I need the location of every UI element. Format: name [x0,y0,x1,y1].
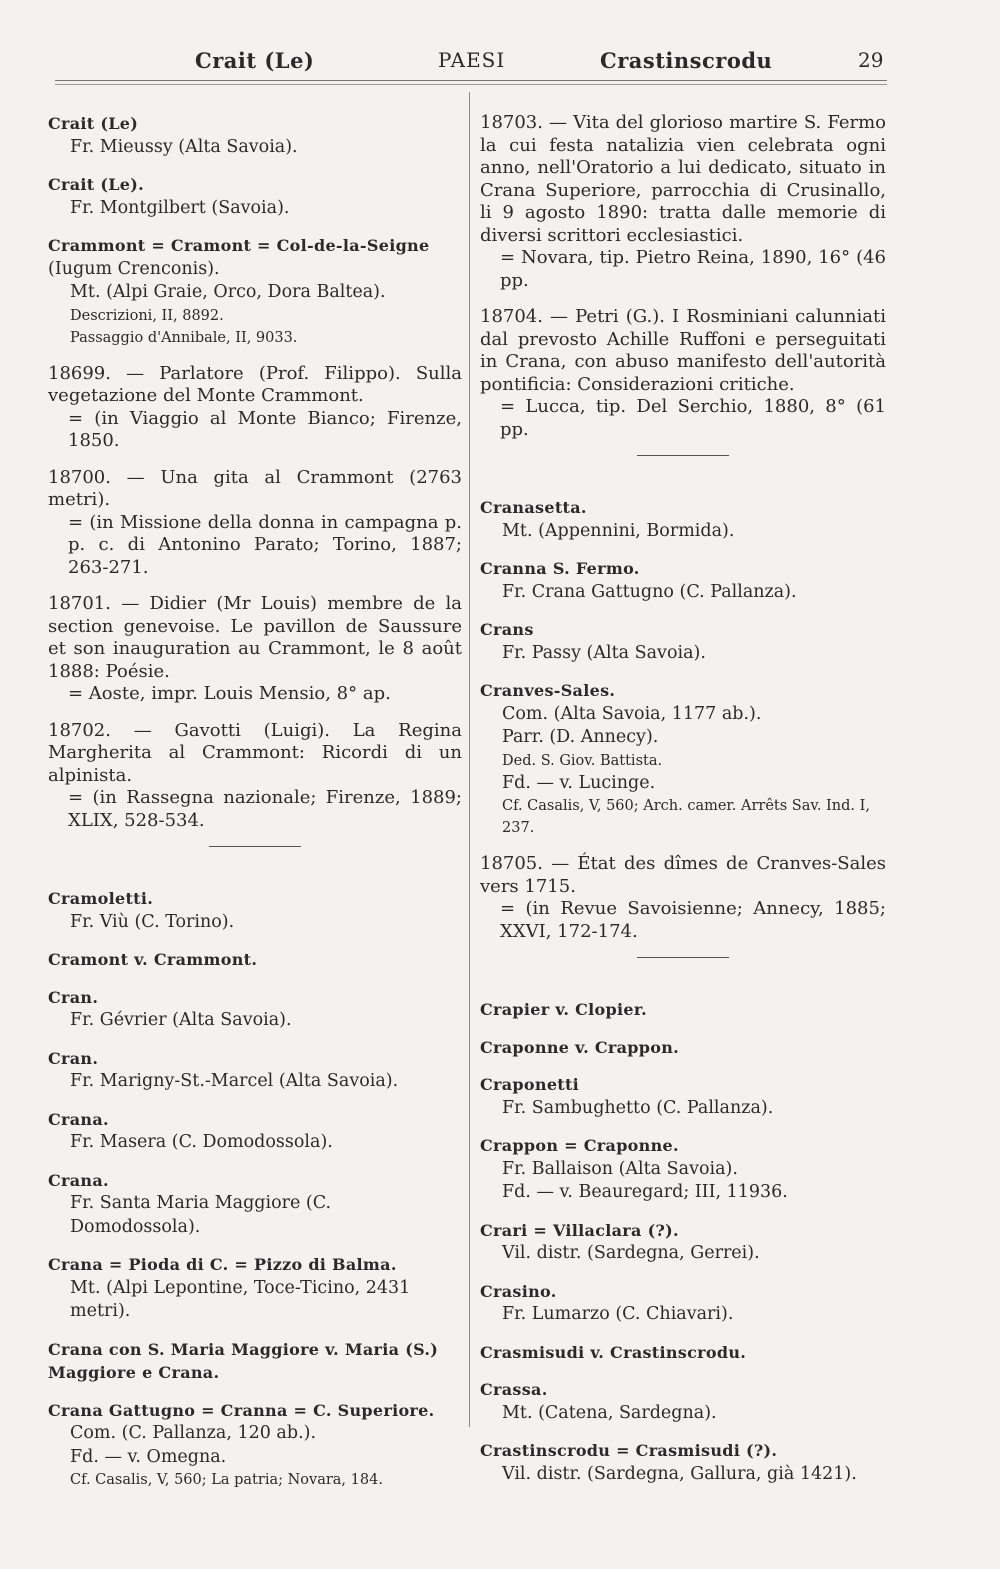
gazetteer-entry [480,1378,886,1425]
running-head-left: Crait (Le) [195,48,315,73]
record-publication: = Lucca, tip. Del Serchio, 1880, 8° (61 pp. [500,396,886,440]
gazetteer-entry [480,618,886,665]
gazetteer-entry [48,112,462,159]
bibliography-record [48,363,462,453]
record-text: 18699. — Parlatore (Prof. Filippo). Sulla vegetazione del Monte Crammont. [48,362,462,406]
gazetteer-entry [480,1280,886,1327]
section-separator [209,846,301,847]
entry-title: Crappon = Craponne. [480,1136,679,1155]
entry-title: Cranna S. Fermo. [480,559,640,578]
right-column [480,112,886,1500]
page-number: 29 [858,48,884,72]
gazetteer-entry [480,1036,886,1060]
entry-title: Crari = Villaclara (?). [480,1220,679,1240]
cross-reference: Descrizioni, II, 8892. [70,307,224,324]
header-rule [55,80,887,81]
gazetteer-entry [48,1338,462,1385]
entry-title: Crasmisudi v. Crastinscrodu. [480,1342,747,1362]
entry-line: Fr. Crana Gattugno (C. Pallanza). [502,581,797,602]
entry-title: Crana Gattugno = Cranna = C. Superiore. [48,1400,435,1420]
entry-title: Crana. [48,1109,109,1129]
gazetteer-entry [48,1253,462,1324]
entry-title: Crassa. [480,1380,548,1399]
gazetteer-entry [48,986,462,1033]
entry-line: Mt. (Appennini, Bormida). [502,520,735,541]
record-publication: = (in Missione della donna in campagna p. p. c. di Antonino Parato; Torino, 1887; 263-271. [68,511,462,578]
section-separator [637,455,729,456]
cross-reference: Cf. Casalis, V, 560; Arch. camer. Arrêts Sav. Ind. I, 237. [502,798,870,836]
gazetteer-entry [480,496,886,543]
bibliography-record [480,306,886,441]
entry-line: Mt. (Catena, Sardegna). [502,1402,717,1423]
entry-line: Fr. Lumarzo (C. Chiavari). [502,1304,734,1324]
gazetteer-entry [480,1073,886,1120]
gazetteer-entry [480,1134,886,1205]
entry-line: Fr. Mieussy (Alta Savoia). [70,136,298,157]
entry-title: Crana con S. Maria Maggiore v. Maria (S.) Maggiore e Crana. [48,1339,439,1382]
bibliography-record [480,112,886,292]
left-column [48,112,462,1505]
record-publication: = (in Revue Savoisienne; Annecy, 1885; XXVI, 172-174. [500,898,886,942]
entry-line: Vil. distr. (Sardegna, Gallura, già 1421). [502,1463,857,1484]
entry-title: Craponne v. Crappon. [480,1037,680,1057]
entry-line: Fr. Gévrier (Alta Savoia). [70,1010,292,1030]
entry-title: Crana = Pioda di C. = Pizzo di Balma. [48,1255,397,1274]
cross-reference: Ded. S. Giov. Battista. [502,752,663,769]
entry-line: Fr. Ballaison (Alta Savoia). [502,1158,738,1179]
record-publication: = Aoste, impr. Louis Mensio, 8° ap. [68,683,391,704]
gazetteer-entry [48,887,462,934]
gazetteer-entry [480,1219,886,1266]
gazetteer-entry [48,1108,462,1155]
bibliography-record [48,467,462,580]
record-publication: = (in Rassegna nazionale; Firenze, 1889; XLIX, 528-534. [68,787,462,831]
bibliography-record [48,593,462,706]
entry-title: Cranves-Sales. [480,681,616,700]
entry-line: Fd. — v. Omegna. [70,1446,227,1467]
entry-line: Fr. Passy (Alta Savoia). [502,642,706,663]
entry-title: Crapier v. Clopier. [480,1000,647,1019]
cross-reference: Cf. Casalis, V, 560; La patria; Novara, 184. [70,1472,383,1488]
cross-reference: Passaggio d'Annibale, II, 9033. [70,329,298,346]
record-text: 18700. — Una gita al Crammont (2763 metri). [48,466,462,510]
entry-line: Fr. Santa Maria Maggiore (C. Domodossola). [70,1193,332,1237]
entry-line: Fr. Marigny-St.-Marcel (Alta Savoia). [70,1071,399,1091]
gazetteer-entry [480,1341,886,1365]
gazetteer-entry [480,679,886,839]
entry-title: Crastinscrodu = Crasmisudi (?). [480,1441,778,1460]
entry-line: Fr. Viù (C. Torino). [70,911,235,932]
entry-title: Cramont v. Crammont. [48,950,258,969]
record-publication: = Novara, tip. Pietro Reina, 1890, 16° (46 pp. [500,247,886,291]
bibliography-record [48,720,462,833]
record-text: 18702. — Gavotti (Luigi). La Regina Margherita al Crammont: Ricordi di un alpinista. [48,719,462,786]
entry-title: Crans [480,620,534,639]
header-rule-2 [55,84,887,85]
gazetteer-entry [48,1169,462,1240]
entry-line: Mt. (Alpi Lepontine, Toce-Ticino, 2431 metri). [70,1277,411,1321]
entry-line: (Iugum Crenconis). [48,258,220,279]
section-separator [637,957,729,958]
column-divider [469,92,470,1427]
gazetteer-entry [480,1439,886,1486]
entry-title: Crait (Le) [48,114,139,133]
page-header [0,48,1000,88]
entry-title: Cramoletti. [48,889,154,908]
entry-title: Cran. [48,987,99,1007]
entry-title: Crammont = Cramont = Col-de-la-Seigne [48,236,430,255]
entry-line: Fr. Masera (C. Domodossola). [70,1132,333,1152]
record-text: 18705. — État des dîmes de Cranves-Sales vers 1715. [480,853,886,897]
entry-line: Vil. distr. (Sardegna, Gerrei). [502,1243,760,1263]
record-text: 18703. — Vita del glorioso martire S. Fermo la cui festa natalizia vien celebrata ogni anno, nell'Oratorio a lui dedicato, situato in Crana Superiore, parrocchia di Crusinallo, li 9 agosto 1890: tratta dalle memorie di diversi scrittori ecclesiastici. [480,112,886,246]
gazetteer-entry [480,557,886,604]
entry-line: Com. (C. Pallanza, 120 ab.). [70,1423,317,1443]
gazetteer-entry [48,173,462,220]
entry-line: Com. (Alta Savoia, 1177 ab.). [502,703,762,724]
entry-line: Parr. (D. Annecy). [502,727,659,747]
gazetteer-entry [48,234,462,349]
entry-title: Crait (Le). [48,175,145,194]
bibliography-record [480,853,886,943]
gazetteer-entry [48,948,462,972]
running-head-center: PAESI [438,48,506,72]
entry-line: Fd. — v. Lucinge. [502,772,656,793]
gazetteer-entry [480,998,886,1022]
entry-line: Mt. (Alpi Graie, Orco, Dora Baltea). [70,282,386,302]
entry-title: Cran. [48,1048,99,1068]
entry-title: Crasino. [480,1281,557,1301]
running-head-right: Crastinscrodu [600,48,773,73]
entry-title: Crana. [48,1170,109,1190]
entry-title: Craponetti [480,1075,580,1094]
entry-line: Fr. Montgilbert (Savoia). [70,197,290,218]
gazetteer-entry [48,1047,462,1094]
record-publication: = (in Viaggio al Monte Bianco; Firenze, 1850. [68,407,462,451]
record-text: 18701. — Didier (Mr Louis) membre de la section genevoise. Le pavillon de Saussure et son inauguration au Crammont, le 8 août 1888: Poésie. [48,593,462,682]
entry-line: Fr. Sambughetto (C. Pallanza). [502,1097,774,1118]
gazetteer-entry [48,1399,462,1492]
entry-line: Fd. — v. Beauregard; III, 11936. [502,1182,788,1202]
entry-title: Cranasetta. [480,498,587,517]
record-text: 18704. — Petri (G.). I Rosminiani calunniati dal prevosto Achille Ruffoni e perseguitati in Crana, con abuso manifesto dell'autorità pontificia: Considerazioni critiche. [480,306,886,395]
